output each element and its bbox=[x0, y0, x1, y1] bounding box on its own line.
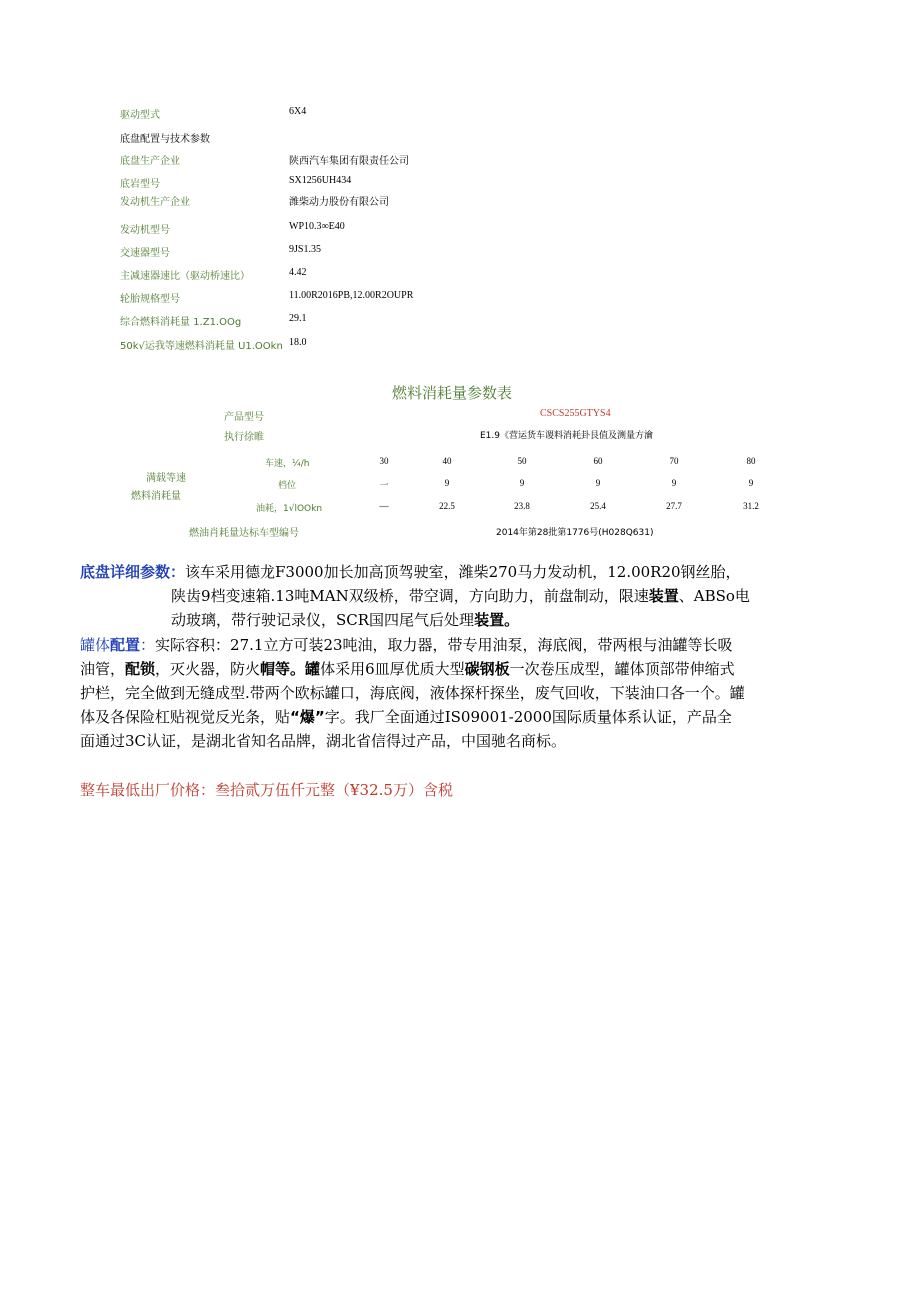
fuel-cell: 25.4 bbox=[590, 501, 606, 511]
param-value: 11.00R2016PB,12.00R2OUPR bbox=[289, 290, 414, 301]
tank-text-bold: 帽等。罐 bbox=[260, 660, 321, 678]
gear-cell: 一 bbox=[379, 481, 389, 491]
param-label: 底盘生产企业 bbox=[120, 156, 180, 167]
catalog-label: 燃油肖耗量达标车型编号 bbox=[189, 528, 299, 539]
gear-cell: 9 bbox=[444, 478, 450, 488]
gear-cell: 9 bbox=[748, 478, 754, 488]
chassis-text: 、ABSo电 bbox=[678, 587, 750, 605]
speed-cell: 80 bbox=[746, 456, 756, 466]
speed-cell: 60 bbox=[593, 456, 603, 466]
row-fuel-label: 油耗，1√lOOkn bbox=[256, 504, 323, 514]
param-value: WP10.3∞E40 bbox=[289, 221, 345, 232]
tank-text: 字。我厂全面通过IS09001-2000国际质量体系认证，产品全 bbox=[324, 708, 732, 726]
catalog-value: 2014年第28批第1776号(H028Q631) bbox=[496, 528, 654, 538]
param-label: 发动机生产企业 bbox=[120, 197, 190, 208]
speed-cell: 40 bbox=[442, 456, 452, 466]
tank-line-4 bbox=[80, 705, 732, 729]
tank-text: 油管， bbox=[80, 660, 126, 678]
row-gear-label: 档位 bbox=[278, 481, 297, 491]
param-section-heading: 底盘配置与技术参数 bbox=[120, 134, 210, 145]
tank-heading: 罐体 bbox=[80, 636, 111, 654]
product-model-label: 产品型号 bbox=[224, 412, 264, 423]
param-label: 发动机型号 bbox=[120, 225, 170, 236]
tank-heading-colon: ： bbox=[140, 636, 156, 654]
tank-line-1 bbox=[80, 633, 733, 657]
param-label: 轮胎规格型号 bbox=[120, 294, 180, 305]
param-label: 驱动型式 bbox=[120, 110, 160, 121]
fuel-cell: — bbox=[379, 501, 389, 511]
price-line: 整车最低出厂价格：叁拾贰万伍仟元整（¥32.5万）含税 bbox=[80, 781, 453, 799]
chassis-heading: 底盘详细参数： bbox=[80, 563, 186, 581]
param-value: 9JS1.35 bbox=[289, 244, 321, 255]
tank-text-bold: “爆” bbox=[290, 708, 325, 726]
param-label: 综合燃料消耗量 1.Z1.OOg bbox=[120, 317, 242, 328]
chassis-text-bold: 装置 bbox=[648, 587, 679, 605]
param-value: 18.0 bbox=[289, 337, 307, 348]
chassis-text: 该车采用德龙F3000加长加高顶驾驶室，潍柴270马力发动机，12.00R20钢丝胎， bbox=[185, 563, 741, 581]
gear-cell: 9 bbox=[519, 478, 525, 488]
chassis-line-3 bbox=[171, 608, 519, 632]
tank-text: 体及各保险杠贴视觉反光条，贴 bbox=[80, 708, 291, 726]
speed-cell: 50 bbox=[517, 456, 527, 466]
param-label: 交速器型号 bbox=[120, 248, 170, 259]
gear-cell: 9 bbox=[595, 478, 601, 488]
group-label: 燃料消耗量 bbox=[131, 491, 181, 502]
chassis-line-2 bbox=[171, 584, 750, 608]
tank-heading-bold: 配置 bbox=[110, 636, 141, 654]
product-model-value: CSCS255GTYS4 bbox=[540, 408, 611, 419]
chassis-text-bold: 装置。 bbox=[474, 611, 520, 629]
tank-text: 体采用6皿厚优质大型 bbox=[320, 660, 465, 678]
tank-text-bold: 配锁 bbox=[125, 660, 156, 678]
fuel-cell: 31.2 bbox=[743, 501, 759, 511]
param-label: 50k√运我等速燃料消耗量 U1.OOkn bbox=[120, 341, 283, 352]
tank-line-2 bbox=[80, 657, 735, 681]
param-value: 陕西汽车集团有限责任公司 bbox=[289, 156, 409, 167]
standard-label: 执行徐睢 bbox=[224, 432, 264, 443]
tank-text-bold: 碳钢板 bbox=[464, 660, 510, 678]
param-value: 29.1 bbox=[289, 313, 307, 324]
param-value: 潍柴动力股份有限公司 bbox=[289, 197, 389, 208]
param-value: 4.42 bbox=[289, 267, 307, 278]
chassis-line-1 bbox=[80, 560, 741, 584]
chassis-text: 陕齿9档变速箱.13吨MAN双级桥，带空调，方向助力，前盘制动，限速 bbox=[171, 587, 649, 605]
group-label: 满载等速 bbox=[146, 473, 186, 484]
chassis-text: 动玻璃，带行驶记录仪，SCR国四尾气后处理 bbox=[171, 611, 475, 629]
fuel-cell: 22.5 bbox=[439, 501, 455, 511]
param-label: 底岩型号 bbox=[120, 179, 160, 190]
param-label: 主减速器速比（驱动桥速比） bbox=[120, 271, 250, 282]
speed-cell: 70 bbox=[669, 456, 679, 466]
param-value: SX1256UH434 bbox=[289, 175, 352, 186]
speed-cell: 30 bbox=[379, 456, 389, 466]
fuel-table-title: 燃料消耗量参数表 bbox=[392, 384, 513, 402]
param-value: 6X4 bbox=[289, 106, 307, 117]
tank-text: 实际容积：27.1立方可装23吨油，取力器，带专用油泵，海底阀，带两根与油罐等长吸 bbox=[155, 636, 733, 654]
fuel-cell: 27.7 bbox=[666, 501, 682, 511]
tank-text: 一次卷压成型，罐体顶部带伸缩式 bbox=[509, 660, 735, 678]
tank-line-5: 面通过3C认证，是湖北省知名品牌，湖北省信得过产品，中国驰名商标。 bbox=[80, 732, 567, 750]
tank-text: ，灭火器，防火 bbox=[155, 660, 261, 678]
standard-value: E1.9《营运货车谡料消耗卦艮值及测量方瀹 bbox=[480, 431, 654, 441]
tank-line-3: 护栏，完全做到无缝成型.带两个欧标罐口，海底阀，液体探杆探坐，废气回收，下装油口各一个。罐 bbox=[80, 684, 745, 702]
gear-cell: 9 bbox=[671, 478, 677, 488]
row-speed-label: 车速，¼/h bbox=[265, 459, 310, 469]
fuel-cell: 23.8 bbox=[514, 501, 530, 511]
